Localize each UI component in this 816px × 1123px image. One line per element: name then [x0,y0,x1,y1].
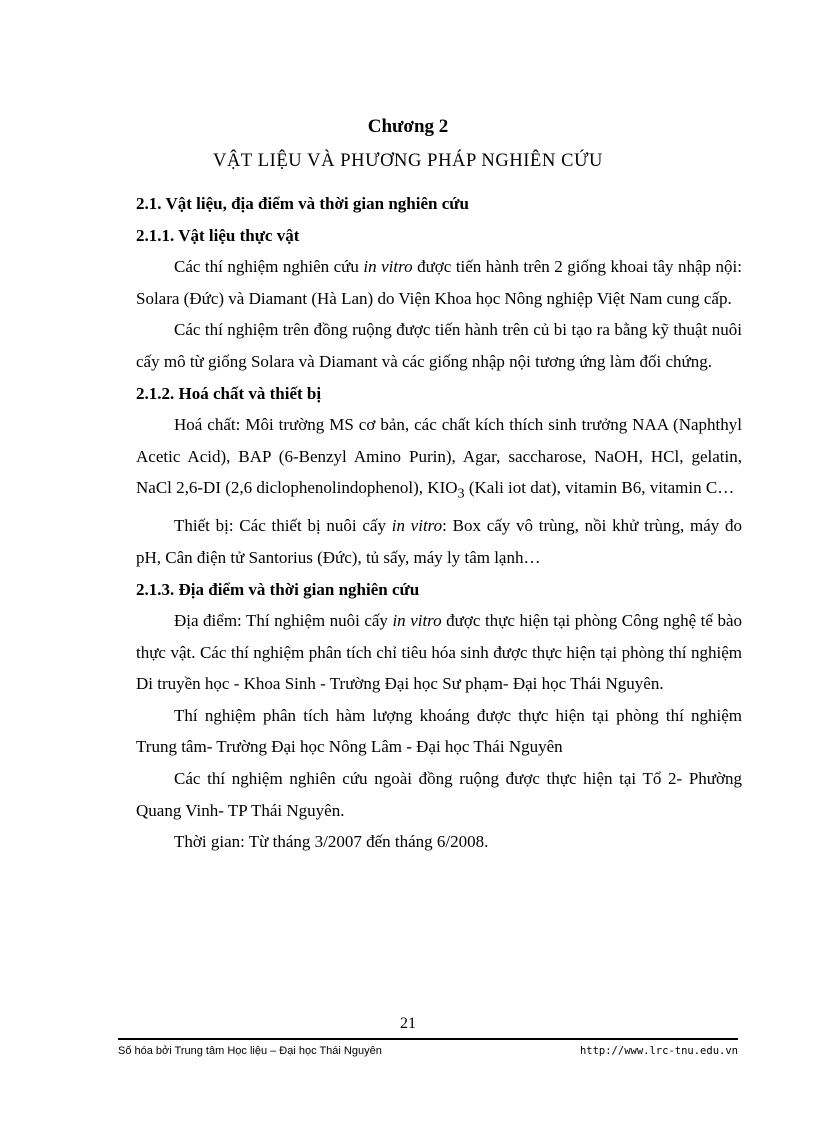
paragraph [136,605,742,700]
body-content [136,188,742,858]
section-heading-2-1-3: 2.1.3. Địa điểm và thời gian nghiên cứu [136,579,420,599]
paragraph [136,251,742,314]
section-heading-2-1-1: 2.1.1. Vật liệu thực vật [136,225,300,245]
section-heading-2-1: 2.1. Vật liệu, địa điểm và thời gian nghiên cứu [136,194,469,213]
subscript: 3 [457,485,465,502]
paragraph-text: Các thí nghiệm nghiên cứu [174,257,364,277]
paragraph-text: Thiết bị: Các thiết bị nuôi cấy [174,516,392,536]
paragraph-text: Hoá chất: Môi trường MS cơ bản, các chất kích thích sinh trưởng NAA (Naphthyl Acetic Acid), BAP (6-Benzyl Amino Purin), Agar, saccharose, NaOH, HCl, gelatin, NaCl 2,6-DI (2,6 diclophenolindophenol), KIO [136,415,742,498]
paragraph-text: được tiến hành trên 2 giống khoai tây nhập nội: Solara (Đức) và Diamant (Hà Lan) do Viện Khoa học Nông nghiệp Việt Nam cung cấp. [136,257,742,308]
paragraph-text: được thực hiện tại phòng Công nghệ tế bào thực vật. Các thí nghiệm phân tích chỉ tiêu hóa sinh được thực hiện tại phòng thí nghiệm Di truyền học - Khoa Sinh - Trường Đại học Sư phạm- Đại học Thái Nguyên. [136,611,742,694]
italic-term: in vitro [392,611,442,631]
paragraph [136,409,742,510]
footer-source: Số hóa bởi Trung tâm Học liệu – Đại học Thái Nguyên [118,1045,382,1057]
paragraph-text: : Box cấy vô trùng, nồi khử trùng, máy đo pH, Cân điện tử Santorius (Đức), tủ sấy, máy ly tâm lạnh… [136,516,742,567]
paragraph: Thời gian: Từ tháng 3/2007 đến tháng 6/2008. [174,832,489,852]
paragraph-text: Địa điểm: Thí nghiệm nuôi cấy [174,611,393,631]
paragraph-text: (Kali iot dat), vitamin B6, vitamin C… [464,478,735,498]
paragraph [136,510,742,573]
paragraph: Các thí nghiệm trên đồng ruộng được tiến hành trên củ bi tạo ra bằng kỹ thuật nuôi cấy mô từ giống Solara và Diamant và các giống nhập nội tương ứng làm đối chứng. [136,320,742,371]
chapter-heading: Chương 2 [367,116,449,137]
italic-term: in vitro [363,257,413,277]
paragraph: Thí nghiệm phân tích hàm lượng khoáng được thực hiện tại phòng thí nghiệm Trung tâm- Trường Đại học Nông Lâm - Đại học Thái Nguyên [136,705,742,757]
chapter-title: VẬT LIỆU VÀ PHƯƠNG PHÁP NGHIÊN CỨU [213,151,603,171]
footer-divider [118,1038,738,1040]
paragraph: Các thí nghiệm nghiên cứu ngoài đồng ruộng được thực hiện tại Tổ 2- Phường Quang Vinh- TP Thái Nguyên. [136,769,742,820]
italic-term: in vitro [391,516,443,536]
footer-url: http://www.lrc-tnu.edu.vn [579,1045,738,1057]
page-number: 21 [400,1015,416,1032]
section-heading-2-1-2: 2.1.2. Hoá chất và thiết bị [136,383,322,403]
